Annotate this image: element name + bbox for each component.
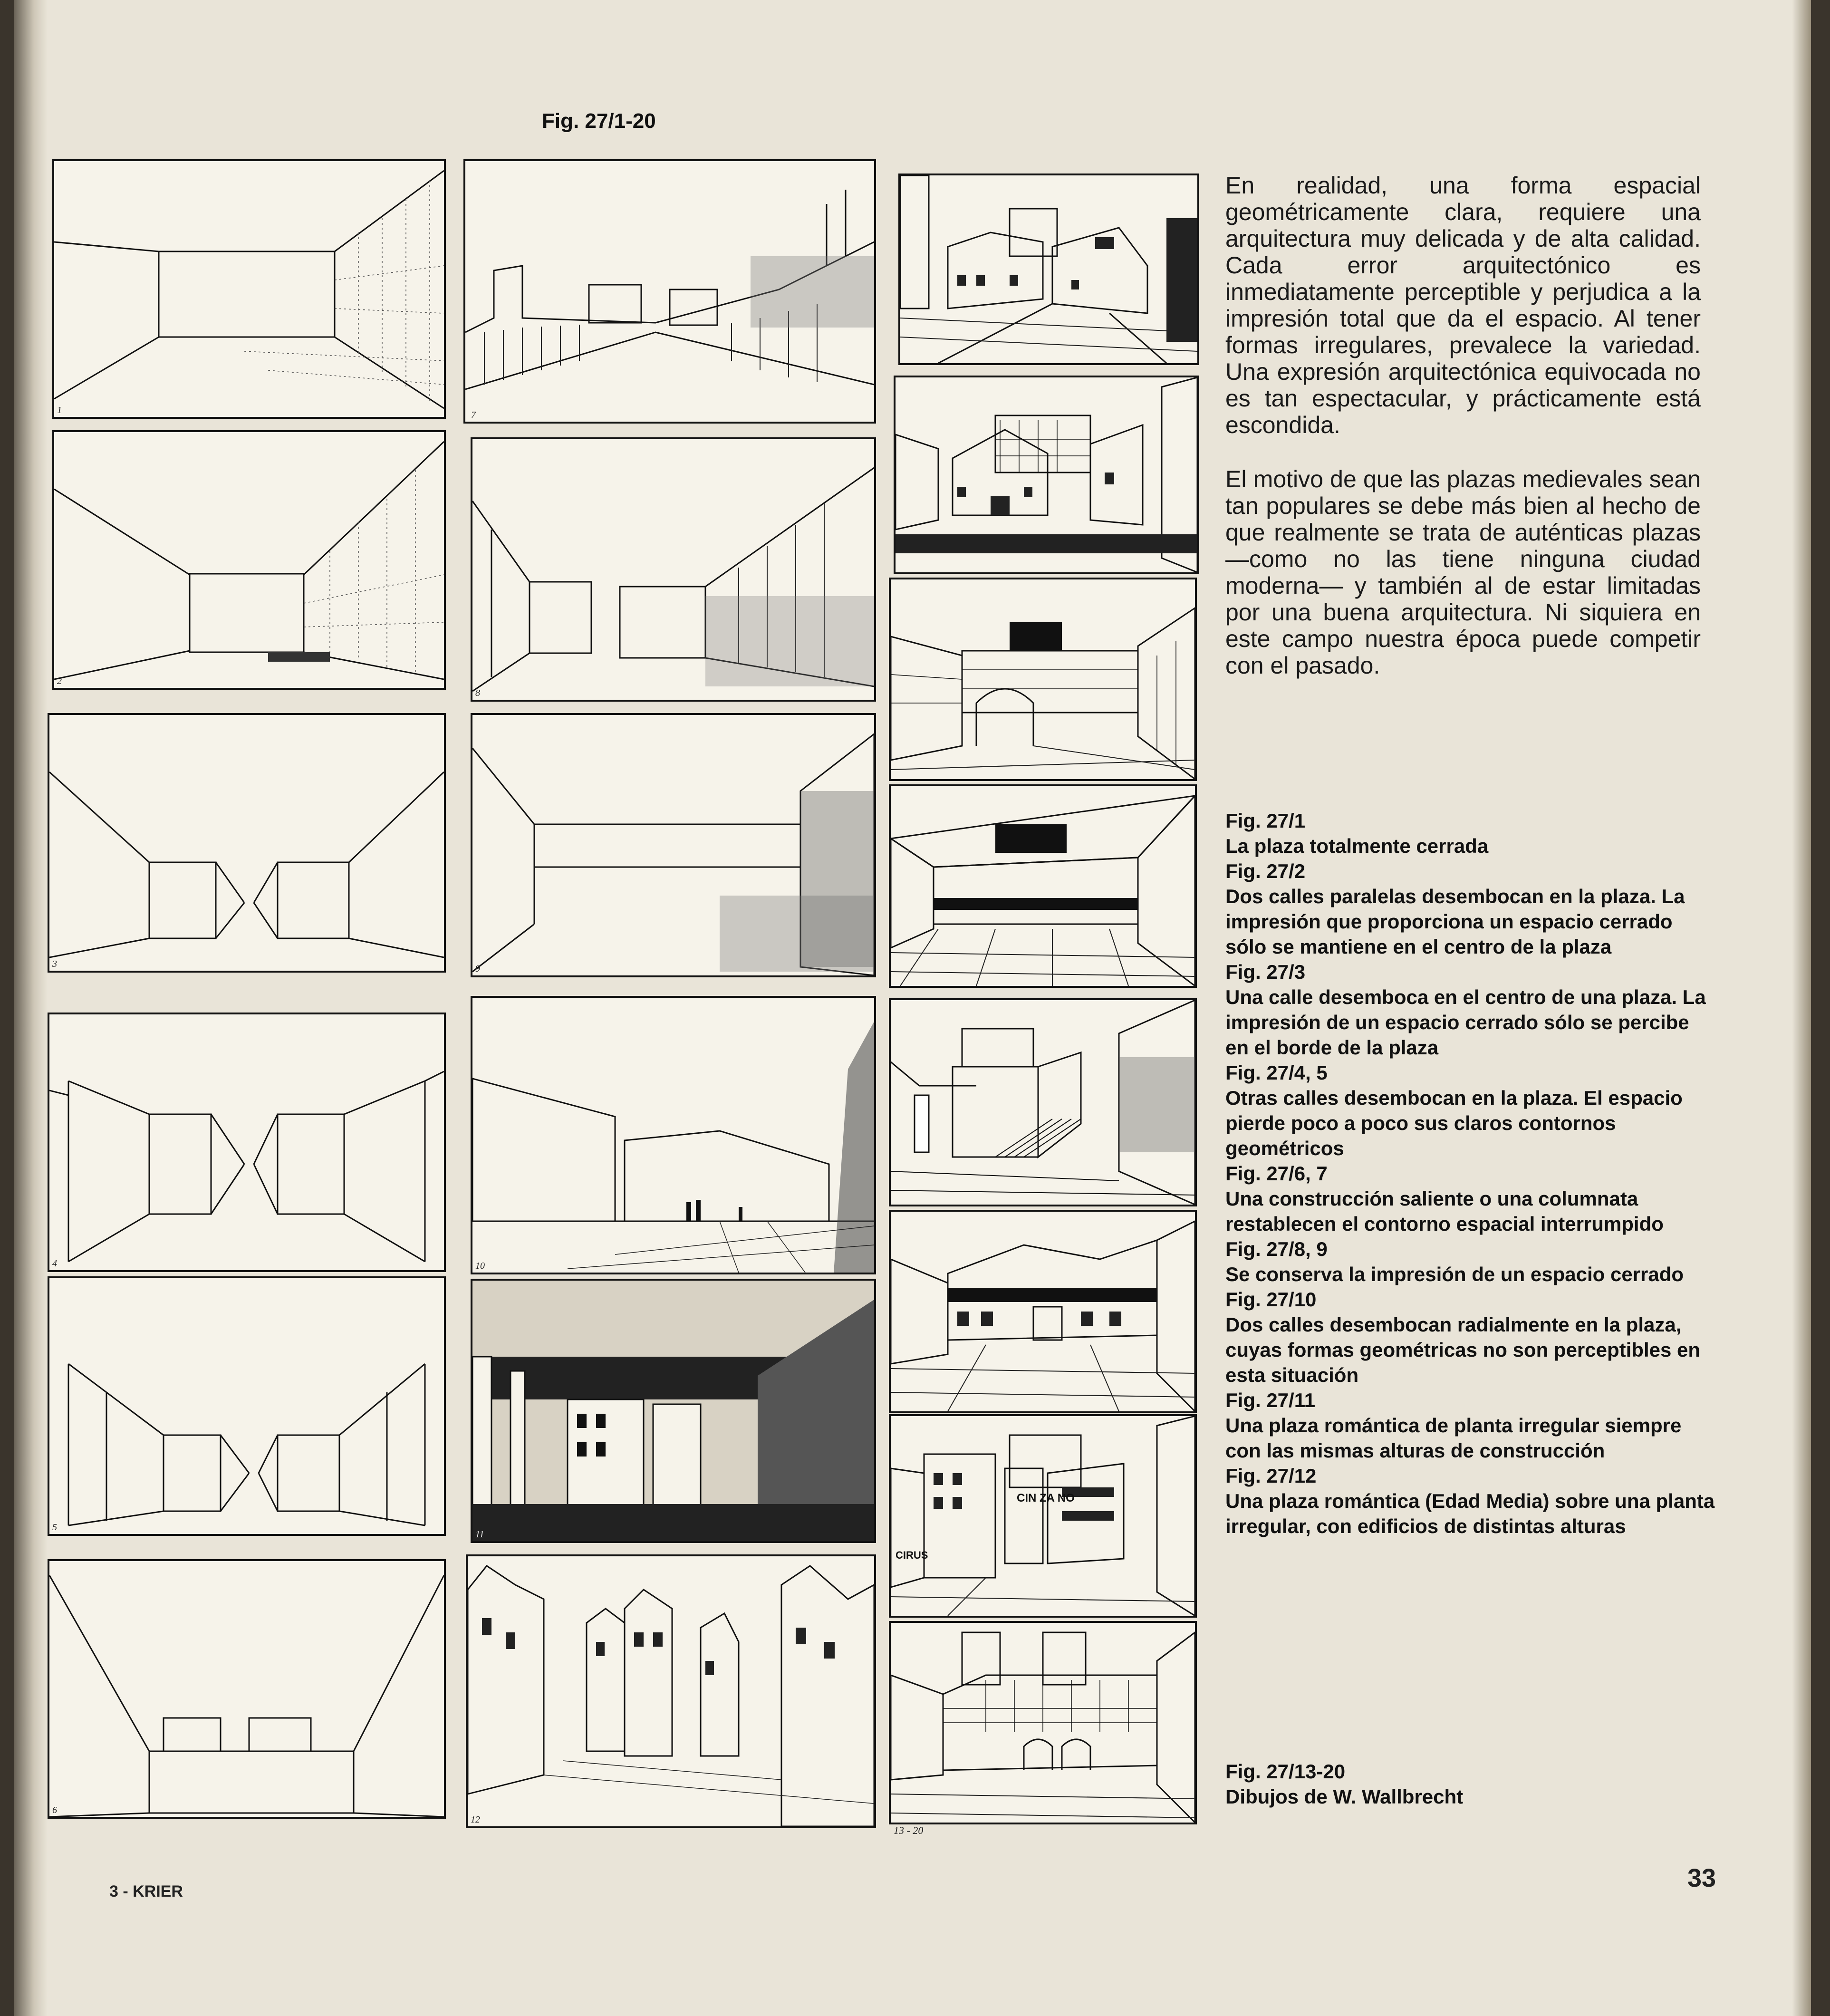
figure-captions xyxy=(1225,808,1715,1539)
caption-item xyxy=(1225,1236,1715,1287)
svg-text:10: 10 xyxy=(475,1261,485,1271)
drawing-1 xyxy=(52,159,446,419)
panel-number-13-20: 13 - 20 xyxy=(894,1824,924,1836)
drawing-20-lines xyxy=(891,1623,1195,1823)
drawing-9 xyxy=(471,713,876,977)
drawing-17 xyxy=(889,998,1197,1206)
caption-text: Dos calles paralelas desembocan en la plaza. La impresión que proporciona un espacio cerrado sólo se mantiene en el centro de la plaza xyxy=(1225,885,1685,958)
caption-item xyxy=(1225,1161,1715,1236)
caption-item xyxy=(1225,858,1715,959)
drawing-20 xyxy=(889,1621,1197,1824)
credits-label: Fig. 27/13-20 xyxy=(1225,1760,1346,1783)
drawing-3 xyxy=(48,713,446,973)
caption-text: Dos calles desembocan radialmente en la plaza, cuyas formas geométricas no son perceptibles en esta situación xyxy=(1225,1313,1701,1386)
drawing-4 xyxy=(48,1013,446,1272)
drawing-5 xyxy=(48,1276,446,1536)
drawing-5-lines xyxy=(49,1278,444,1534)
caption-item xyxy=(1225,1060,1715,1161)
caption-item xyxy=(1225,1463,1715,1539)
page-edge xyxy=(1792,0,1811,2016)
drawing-18 xyxy=(889,1210,1197,1413)
svg-text:2: 2 xyxy=(57,676,62,686)
drawing-7 xyxy=(463,159,876,424)
caption-item xyxy=(1225,1388,1715,1463)
caption-label: Fig. 27/4, 5 xyxy=(1225,1061,1328,1084)
paragraph-2: El motivo de que las plazas medievales sean tan populares se debe más bien al hecho de que realmente se trata de auténticas plazas —como no las tiene ninguna ciudad moderna— y también al de estar limitadas por una buena arquitectura. Ni siquiera en este campo nuestra época puede competir con el pasado. xyxy=(1225,466,1701,679)
caption-label: Fig. 27/12 xyxy=(1225,1465,1317,1487)
circus-sign: CIRUS xyxy=(896,1549,928,1561)
drawing-14-lines xyxy=(896,377,1197,572)
drawing-2 xyxy=(52,430,446,690)
drawing-12-lines xyxy=(468,1556,874,1826)
drawing-15 xyxy=(889,578,1197,781)
binding-shadow xyxy=(14,0,48,2016)
drawing-9-lines xyxy=(472,715,874,975)
svg-text:8: 8 xyxy=(475,688,480,698)
caption-label: Fig. 27/11 xyxy=(1225,1389,1316,1411)
caption-text: La plaza totalmente cerrada xyxy=(1225,835,1489,857)
drawing-14 xyxy=(894,376,1199,574)
caption-text: Una construcción saliente o una columnata restablecen el contorno espacial interrumpido xyxy=(1225,1187,1664,1235)
caption-label: Fig. 27/3 xyxy=(1225,961,1306,983)
drawing-12 xyxy=(466,1554,876,1828)
caption-item xyxy=(1225,959,1715,1060)
caption-text: Una calle desemboca en el centro de una plaza. La impresión de un espacio cerrado sólo se percibe en el borde de la plaza xyxy=(1225,986,1706,1059)
drawing-18-lines xyxy=(891,1212,1195,1411)
drawing-11 xyxy=(471,1279,876,1543)
drawing-3-lines xyxy=(49,715,444,971)
caption-text: Otras calles desembocan en la plaza. El espacio pierde poco a poco sus claros contornos geométricos xyxy=(1225,1087,1683,1159)
svg-text:7: 7 xyxy=(471,410,476,420)
caption-item xyxy=(1225,808,1715,858)
caption-label: Fig. 27/2 xyxy=(1225,860,1306,882)
cinema-sign: CIN ZA NO xyxy=(1017,1492,1075,1505)
caption-text: Una plaza romántica de planta irregular siempre con las mismas alturas de construcción xyxy=(1225,1414,1682,1462)
drawing-6-lines xyxy=(49,1561,444,1817)
svg-text:5: 5 xyxy=(52,1522,57,1533)
drawing-10-lines xyxy=(472,998,874,1273)
svg-text:4: 4 xyxy=(52,1258,57,1269)
drawing-11-lines xyxy=(472,1281,874,1541)
caption-text: Se conserva la impresión de un espacio cerrado xyxy=(1225,1263,1684,1285)
caption-item xyxy=(1225,1287,1715,1388)
body-text xyxy=(1225,172,1701,706)
drawing-17-lines xyxy=(891,1000,1195,1205)
drawing-19 xyxy=(889,1414,1197,1618)
svg-text:1: 1 xyxy=(57,405,62,415)
credits-text: Dibujos de W. Wallbrecht xyxy=(1225,1785,1464,1808)
drawing-2-lines xyxy=(54,432,444,688)
drawing-10 xyxy=(471,996,876,1274)
caption-text: Una plaza romántica (Edad Media) sobre una planta irregular, con edificios de distintas alturas xyxy=(1225,1490,1715,1537)
figure-title: Fig. 27/1-20 xyxy=(542,109,656,133)
drawing-16-lines xyxy=(891,786,1195,986)
caption-label: Fig. 27/8, 9 xyxy=(1225,1238,1328,1260)
footer-book-ref: 3 - KRIER xyxy=(109,1882,183,1900)
caption-label: Fig. 27/10 xyxy=(1225,1288,1317,1311)
svg-text:9: 9 xyxy=(475,964,480,974)
drawing-8 xyxy=(471,437,876,702)
drawing-13 xyxy=(898,174,1199,365)
drawing-15-lines xyxy=(891,579,1195,779)
svg-text:6: 6 xyxy=(52,1805,57,1815)
drawing-4-lines xyxy=(49,1014,444,1270)
svg-text:11: 11 xyxy=(475,1529,484,1540)
caption-label: Fig. 27/1 xyxy=(1225,810,1306,832)
drawing-6 xyxy=(48,1559,446,1819)
svg-text:12: 12 xyxy=(471,1814,480,1825)
book-page xyxy=(14,0,1811,2016)
caption-label: Fig. 27/6, 7 xyxy=(1225,1162,1328,1185)
credits xyxy=(1225,1759,1715,1809)
svg-text:3: 3 xyxy=(52,959,57,969)
paragraph-1: En realidad, una forma espacial geométricamente clara, requiere una arquitectura muy delicada y de alta calidad. Cada error arquitectónico es inmediatamente perceptible y perjudica a la impresión total que da el espacio. Al tener formas irregulares, prevalece la variedad. Una expresión arquitectónica equivocada no es tan espectacular, y prácticamente está escondida. xyxy=(1225,172,1701,438)
page-number: 33 xyxy=(1687,1864,1716,1892)
drawing-19-lines xyxy=(891,1416,1195,1616)
drawing-1-lines xyxy=(54,161,444,417)
drawing-16 xyxy=(889,784,1197,988)
drawing-7-lines xyxy=(465,161,874,422)
drawing-13-lines xyxy=(900,175,1197,363)
drawing-8-lines xyxy=(472,439,874,700)
